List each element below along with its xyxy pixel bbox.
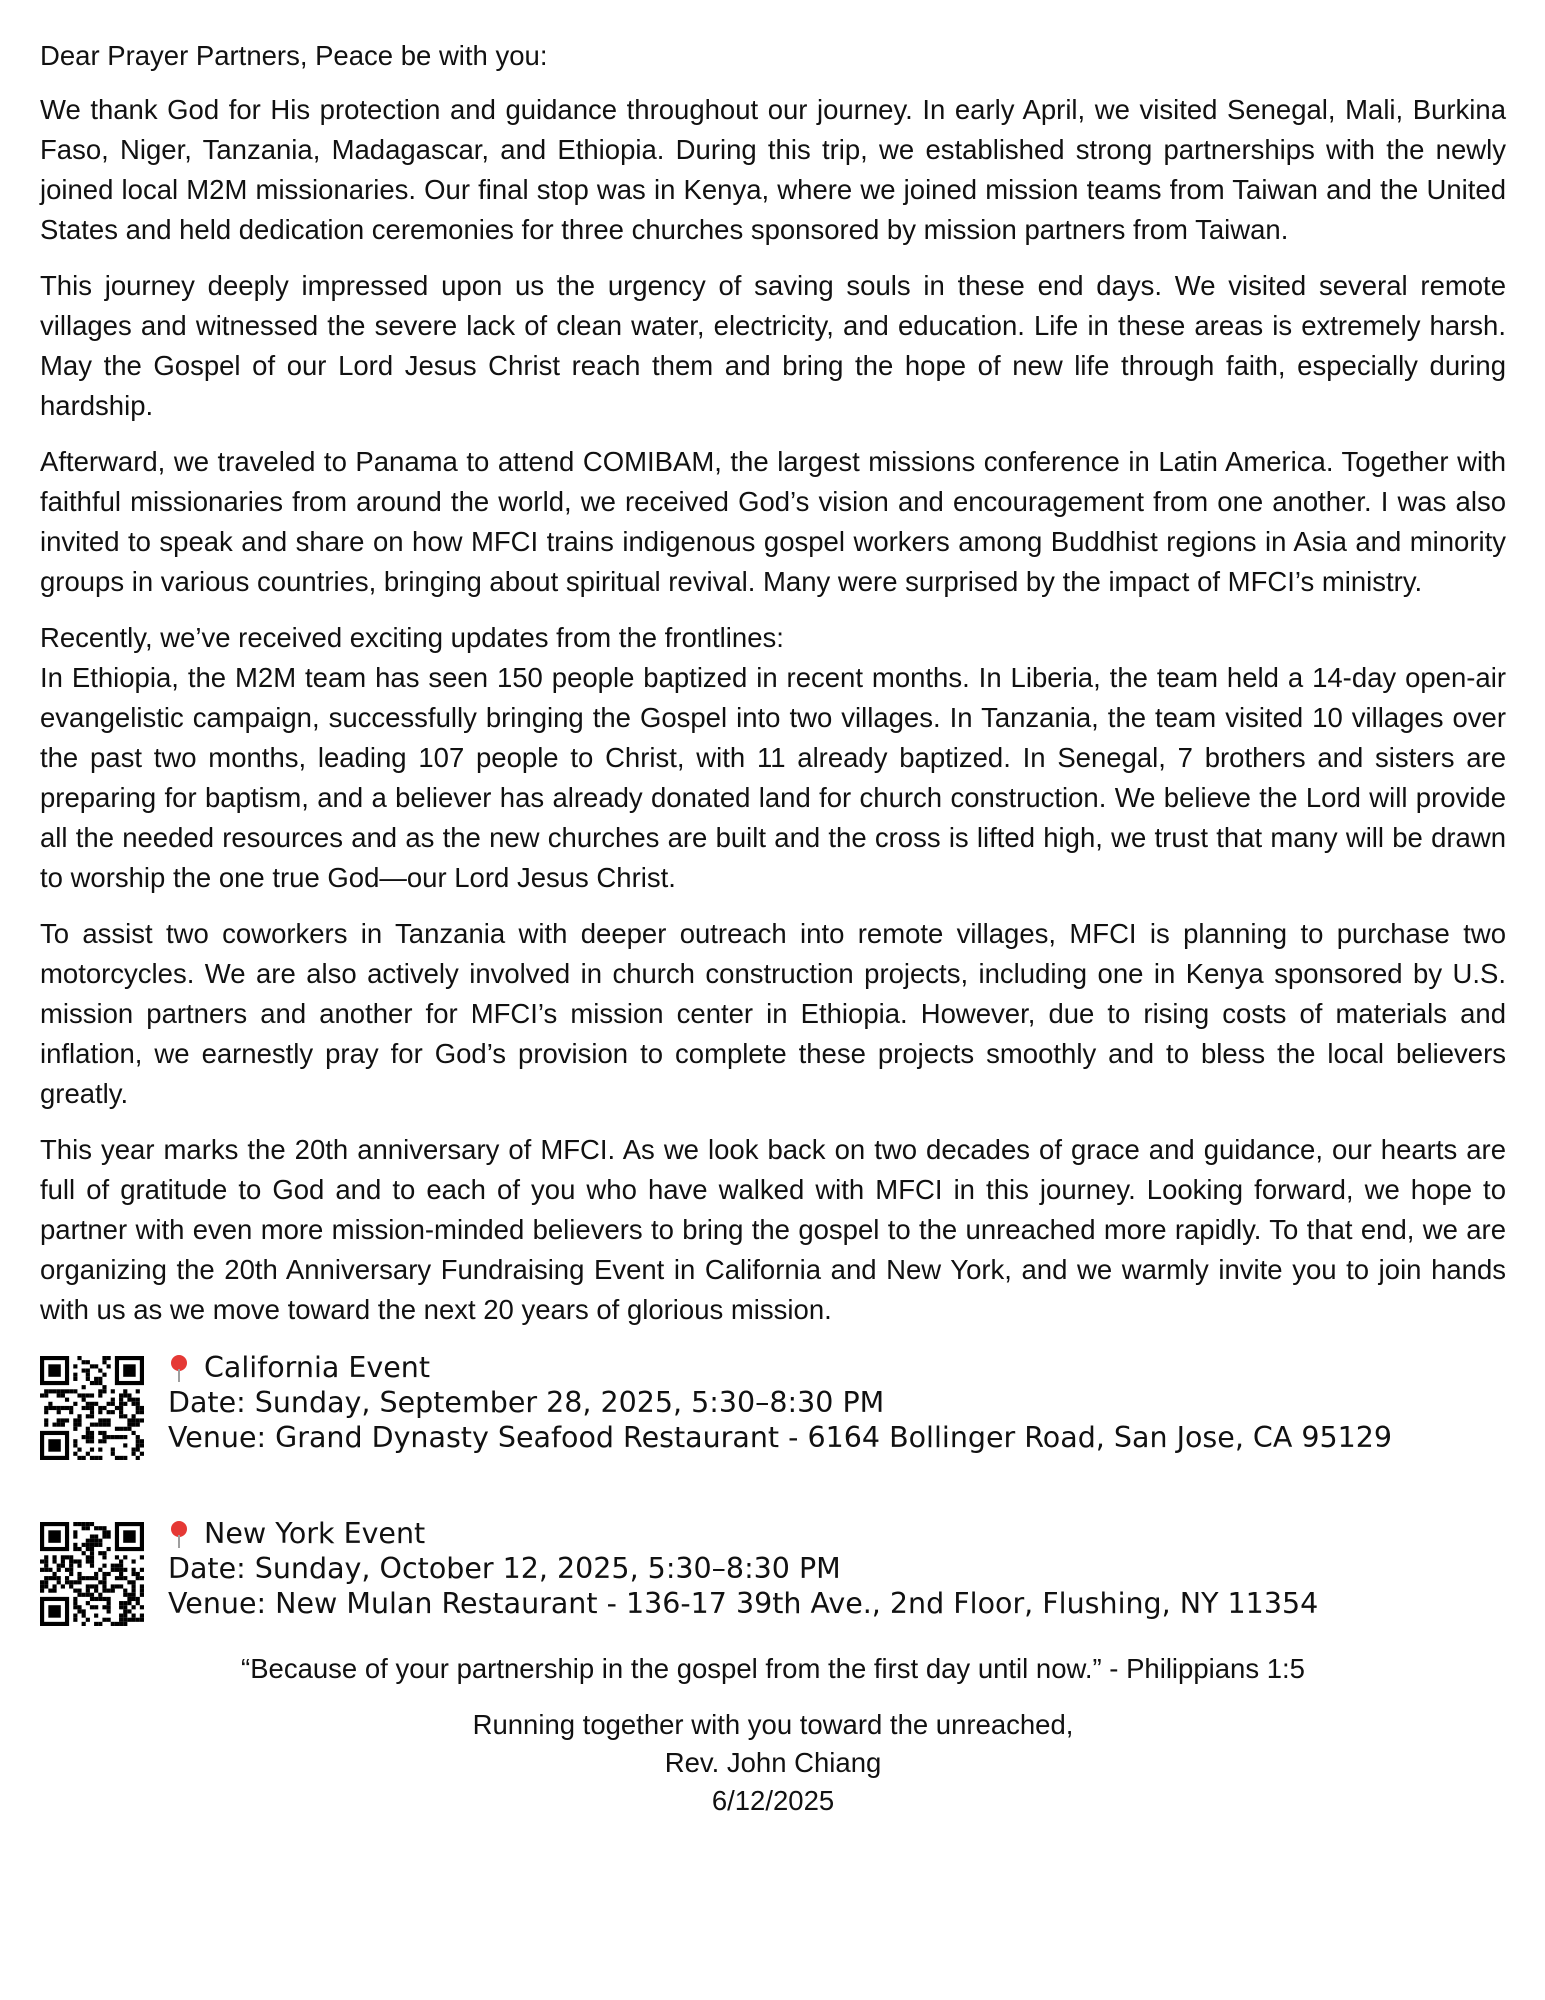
event-title-text: New York Event [204,1517,426,1550]
event-title [168,1516,1318,1551]
map-pin-icon [168,1519,190,1549]
paragraph-updates-intro: Recently, we’ve received exciting updates from the frontlines: [40,622,784,653]
event-details [168,1516,1318,1621]
qr-code-icon[interactable] [40,1356,144,1460]
event-date: Date: Sunday, September 28, 2025, 5:30–8:30 PM [168,1386,885,1419]
event-venue: Venue: New Mulan Restaurant - 136-17 39th Ave., 2nd Floor, Flushing, NY 11354 [168,1587,1319,1620]
event-date: Date: Sunday, October 12, 2025, 5:30–8:30 PM [168,1552,841,1585]
event-california [40,1350,1506,1460]
letter-page [40,36,1506,1820]
paragraph-projects: To assist two coworkers in Tanzania with deeper outreach into remote villages, MFCI is planning to purchase two motorcycles. We are also actively involved in church construction projects, including one in Kenya sponsored by U.S. mission partners and another for MFCI’s mission center in Ethiopia. However, due to rising costs of materials and inflation, we earnestly pray for God’s provision to complete these projects smoothly and to bless the local believers greatly. [40,918,1506,1109]
paragraph-urgency: This journey deeply impressed upon us the urgency of saving souls in these end days. We visited several remote villages and witnessed the severe lack of clean water, electricity, and education. Life in these areas is extremely harsh. May the Gospel of our Lord Jesus Christ reach them and bring the hope of new life through faith, especially during hardship. [40,270,1506,421]
signature-name: Rev. John Chiang [664,1747,882,1778]
letter-date: 6/12/2025 [711,1785,835,1816]
event-title-text: California Event [204,1351,431,1384]
closing-section [40,1650,1506,1820]
event-title [168,1350,1392,1385]
paragraph-comibam: Afterward, we traveled to Panama to attend COMIBAM, the largest missions conference in Latin America. Together with faithful missionaries from around the world, we received God’s vision and encouragement from one another. I was also invited to speak and share on how MFCI trains indigenous gospel workers among Buddhist regions in Asia and minority groups in various countries, bringing about spiritual revival. Many were surprised by the impact of MFCI’s ministry. [40,446,1506,597]
paragraph-updates: In Ethiopia, the M2M team has seen 150 people baptized in recent months. In Liberia, the team held a 14-day open-air evangelistic campaign, successfully bringing the Gospel into two villages. In Tanzania, the team visited 10 villages over the past two months, leading 107 people to Christ, with 11 already baptized. In Senegal, 7 brothers and sisters are preparing for baptism, and a believer has already donated land for church construction. We believe the Lord will provide all the needed resources and as the new churches are built and the cross is lifted high, we trust that many will be drawn to worship the one true God—our Lord Jesus Christ. [40,662,1506,893]
map-pin-icon [168,1353,190,1383]
event-details [168,1350,1392,1455]
event-new-york [40,1516,1506,1626]
event-venue: Venue: Grand Dynasty Seafood Restaurant - 6164 Bollinger Road, San Jose, CA 95129 [168,1421,1393,1454]
scripture-verse: “Because of your partnership in the gospel from the first day until now.” - Philippians 1:5 [241,1653,1305,1684]
paragraph-journey: We thank God for His protection and guidance throughout our journey. In early April, we visited Senegal, Mali, Burkina Faso, Niger, Tanzania, Madagascar, and Ethiopia. During this trip, we established strong partnerships with the newly joined local M2M missionaries. Our final stop was in Kenya, where we joined mission teams from Taiwan and the United States and held dedication ceremonies for three churches sponsored by mission partners from Taiwan. [40,94,1506,245]
qr-code-icon[interactable] [40,1522,144,1626]
salutation: Dear Prayer Partners, Peace be with you: [40,40,548,71]
paragraph-anniversary: This year marks the 20th anniversary of MFCI. As we look back on two decades of grace and guidance, our hearts are full of gratitude to God and to each of you who have walked with MFCI in this journey. Looking forward, we hope to partner with even more mission-minded believers to bring the gospel to the unreached more rapidly. To that end, we are organizing the 20th Anniversary Fundraising Event in California and New York, and we warmly invite you to join hands with us as we move toward the next 20 years of glorious mission. [40,1134,1506,1325]
signoff: Running together with you toward the unreached, [472,1709,1074,1740]
events-section [40,1350,1506,1626]
